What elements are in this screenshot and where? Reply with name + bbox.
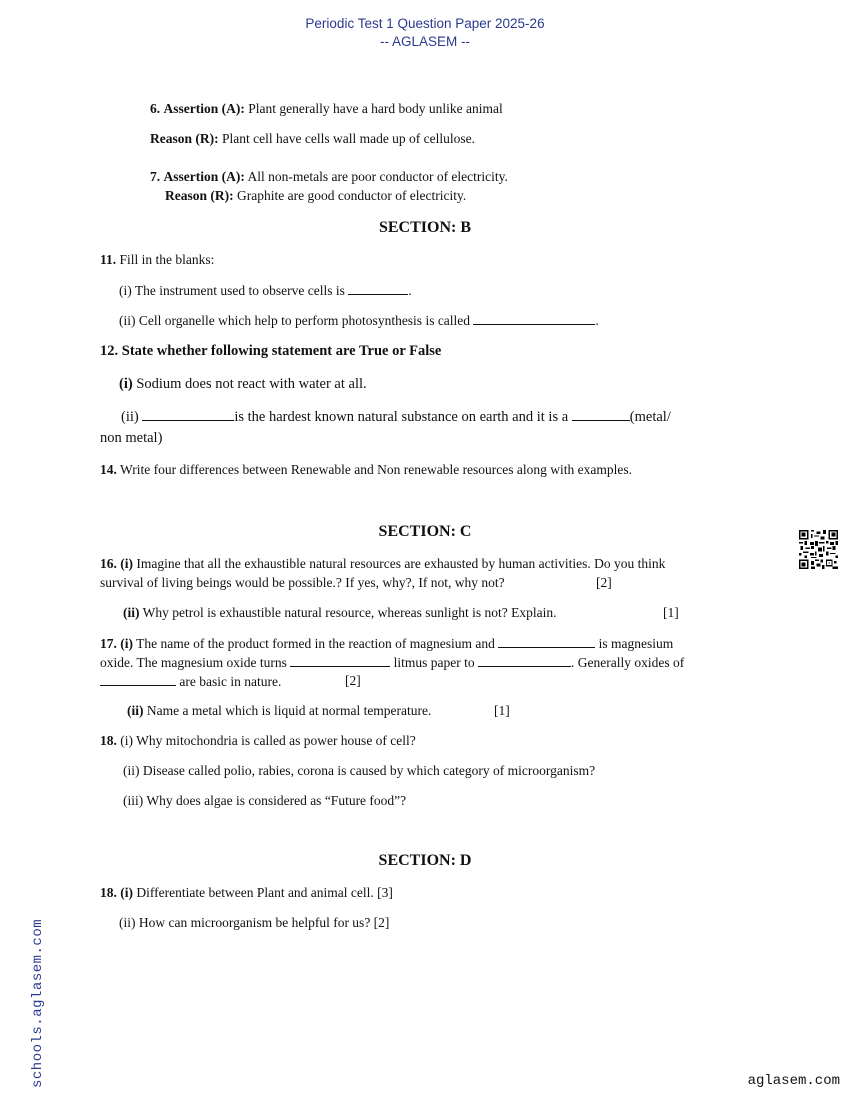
q18c-i-text: (i) Why mitochondria is called as power house of cell? xyxy=(120,733,416,748)
q12-part-i xyxy=(119,376,367,393)
q6-assertion-text: Plant generally have a hard body unlike animal xyxy=(248,101,503,116)
q12-ii-end: (metal/ xyxy=(629,409,671,425)
q12-i-text: Sodium does not react with water at all. xyxy=(132,376,367,392)
q17-part-ii xyxy=(127,703,431,719)
answer-blank xyxy=(100,673,176,686)
q17-marks: [2] xyxy=(345,673,361,688)
q18c-num: 18. xyxy=(100,733,117,748)
qr-code-icon xyxy=(799,530,838,569)
q12-part-ii xyxy=(121,408,671,426)
q14-num: 14. xyxy=(100,462,117,477)
q16-line1 xyxy=(100,556,665,572)
q17-line2a: oxide. The magnesium oxide turns xyxy=(100,655,291,670)
q18c-part-i xyxy=(100,733,416,749)
answer-blank xyxy=(572,408,630,421)
q16-line1-text: Imagine that all the exhaustible natural resources are exhausted by human activities. Do you think xyxy=(136,556,666,571)
q11-num: 11. xyxy=(100,252,117,267)
q12-heading: 12. State whether following statement are True or False xyxy=(100,343,442,359)
answer-blank xyxy=(142,408,234,421)
q17-line1a: The name of the product formed in the reaction of magnesium and xyxy=(136,636,499,651)
side-watermark: schools.aglasem.com xyxy=(30,918,46,1088)
q12-ii-label: (ii) xyxy=(121,409,143,425)
page-header-title: Periodic Test 1 Question Paper 2025-26 xyxy=(305,16,545,31)
footer-site: aglasem.com xyxy=(747,1073,840,1089)
q12-ii-continuation: non metal) xyxy=(100,430,163,446)
page-header-source: -- AGLASEM -- xyxy=(379,34,470,49)
q7-reason-text: Graphite are good conductor of electricity. xyxy=(237,188,467,203)
q16-part-ii xyxy=(123,605,557,621)
answer-blank xyxy=(478,654,571,667)
answer-blank xyxy=(290,654,390,667)
q18d-num: 18. (i) xyxy=(100,885,133,900)
q17-line2b: litmus paper to xyxy=(390,655,478,670)
section-b-heading: SECTION: B xyxy=(378,219,472,236)
q16-num: 16. (i) xyxy=(100,556,133,571)
q16-ii-marks: [1] xyxy=(663,605,679,620)
q17-line2c: . Generally oxides of xyxy=(570,655,685,670)
q17-line1 xyxy=(100,635,673,652)
q6-num: 6. xyxy=(150,101,161,116)
q17-line1b: is magnesium xyxy=(595,636,674,651)
q11-heading xyxy=(100,252,214,268)
q7-reason xyxy=(165,188,466,204)
q7-assertion-text: All non-metals are poor conductor of electricity. xyxy=(247,169,508,184)
q6-assertion xyxy=(150,101,503,117)
q14-text: Write four differences between Renewable and Non renewable resources along with examples. xyxy=(120,462,633,477)
q11-ii-end: . xyxy=(595,313,599,328)
q11-ii-text: (ii) Cell organelle which help to perform photosynthesis is called xyxy=(119,313,474,328)
q6-reason xyxy=(150,131,475,147)
q7-assertion xyxy=(150,169,508,185)
q6-reason-label: Reason (R): xyxy=(150,131,219,146)
section-c-heading: SECTION: C xyxy=(378,523,472,540)
q11-part-i xyxy=(119,282,412,299)
q11-part-ii xyxy=(119,312,599,329)
q12-i-label: (i) xyxy=(119,376,133,392)
q7-assertion-label: Assertion (A): xyxy=(163,169,245,184)
q16-marks: [2] xyxy=(596,575,612,590)
q14 xyxy=(100,462,632,478)
q17-line3-text: are basic in nature. xyxy=(176,674,282,689)
q11-text: Fill in the blanks: xyxy=(119,252,215,267)
answer-blank xyxy=(498,635,595,648)
q6-assertion-label: Assertion (A): xyxy=(163,101,245,116)
q18d-part-i xyxy=(100,885,393,901)
q18c-part-iii: (iii) Why does algae is considered as “Future food”? xyxy=(123,793,407,808)
answer-blank xyxy=(473,312,595,325)
q17-ii-marks: [1] xyxy=(494,703,510,718)
q12-ii-mid: is the hardest known natural substance on earth and it is a xyxy=(234,409,572,425)
q11-i-end: . xyxy=(408,283,412,298)
q17-line2 xyxy=(100,654,684,671)
q16-ii-text: Why petrol is exhaustible natural resource, whereas sunlight is not? Explain. xyxy=(142,605,557,620)
answer-blank xyxy=(348,282,408,295)
q18c-part-ii: (ii) Disease called polio, rabies, corona is caused by which category of microorganism? xyxy=(123,763,596,778)
q11-i-text: (i) The instrument used to observe cells is xyxy=(119,283,349,298)
section-d-heading: SECTION: D xyxy=(378,852,472,869)
q6-reason-text: Plant cell have cells wall made up of cellulose. xyxy=(222,131,476,146)
q17-line3 xyxy=(100,673,281,690)
q18d-i-text: Differentiate between Plant and animal cell. [3] xyxy=(136,885,393,900)
q16-line2: survival of living beings would be possible.? If yes, why?, If not, why not? xyxy=(100,575,505,590)
q18d-part-ii: (ii) How can microorganism be helpful for us? [2] xyxy=(119,915,390,930)
q16-ii-label: (ii) xyxy=(123,605,140,620)
q17-ii-text: Name a metal which is liquid at normal temperature. xyxy=(146,703,432,718)
q17-ii-label: (ii) xyxy=(127,703,144,718)
q7-reason-label: Reason (R): xyxy=(165,188,234,203)
q17-num: 17. (i) xyxy=(100,636,133,651)
q7-num: 7. xyxy=(150,169,161,184)
